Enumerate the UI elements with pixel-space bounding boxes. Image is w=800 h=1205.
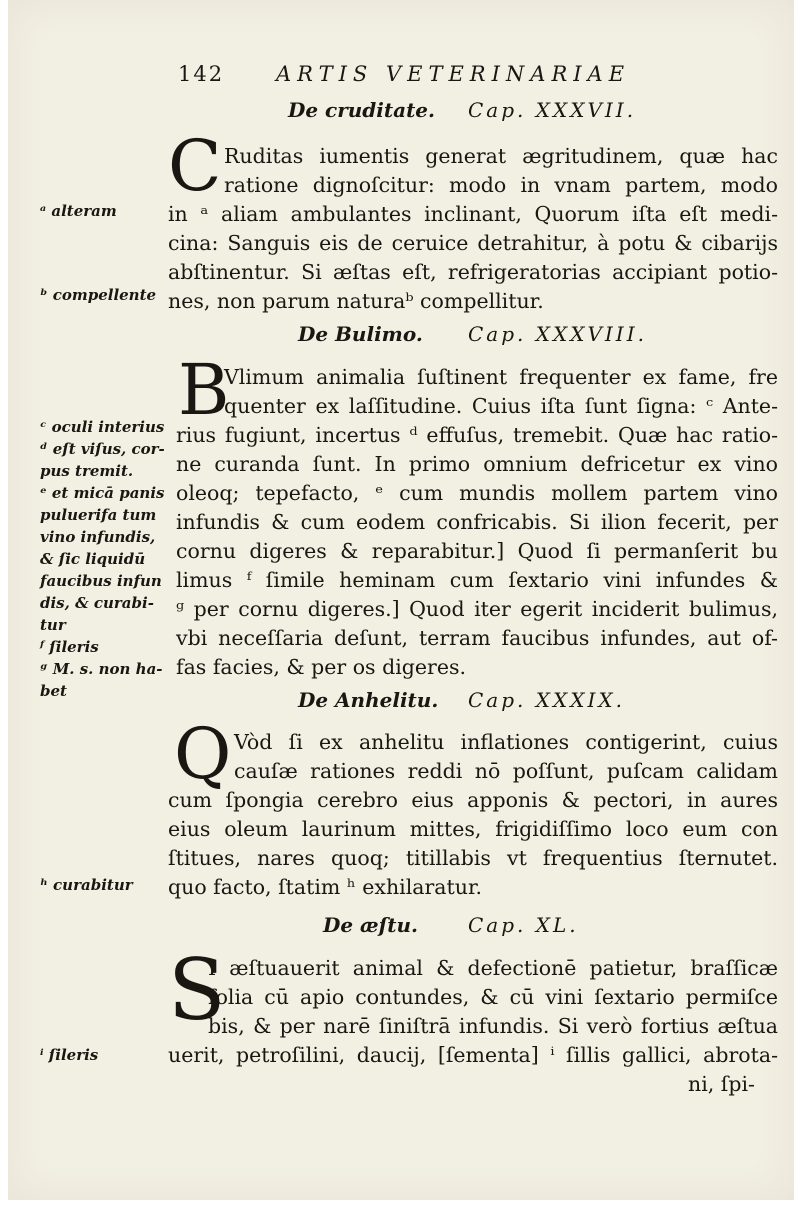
chapter-text	[168, 142, 778, 316]
text-line: fas facies, & per os digeres.	[176, 655, 466, 679]
text-line: limus ᶠ ſimile heminam cum ſextario vini infundes &	[176, 568, 778, 592]
running-title: ARTIS VETERINARIAE	[276, 62, 631, 86]
drop-cap-initial: S	[168, 941, 226, 1039]
chapter-title: De æſtu.	[323, 913, 419, 937]
chapter-number: Cap. XXXVIII.	[468, 322, 647, 346]
text-line: ni, ſpi-	[688, 1072, 755, 1096]
margin-note-line: bet	[40, 682, 67, 700]
chapter-heading	[298, 322, 698, 348]
margin-note-line: ᵈ eſt viſus, cor-	[40, 440, 165, 458]
margin-note-line: tur	[40, 616, 66, 634]
text-line: cauſæ rationes reddi nō poſſunt, puſcam calidam	[234, 759, 778, 783]
chapter-title: De Bulimo.	[298, 322, 423, 346]
text-line: in ᵃ aliam ambulantes inclinant, Quorum iſta eſt medi-	[168, 202, 778, 226]
chapter-number: Cap. XL.	[468, 913, 579, 937]
text-line: ne curanda ſunt. In primo omnium defricetur ex vino	[176, 452, 778, 476]
margin-note-line: ᶠ ſileris	[40, 638, 99, 656]
text-line: uerit, petroſilini, daucij, [ſementa] ⁱ ſillis gallici, abrota-	[168, 1043, 778, 1067]
margin-note	[40, 200, 170, 222]
margin-note-line: vino infundis,	[40, 528, 156, 546]
chapter-heading	[323, 913, 703, 939]
margin-note-line: dis, & curabi-	[40, 594, 154, 612]
drop-cap-initial: Q	[174, 713, 232, 795]
margin-note	[40, 874, 170, 896]
chapter-heading	[288, 98, 688, 124]
margin-note-line: ᵇ compellente	[40, 286, 157, 304]
text-line: quo facto, ſtatim ʰ exhilaratur.	[168, 875, 483, 899]
text-line: rius fugiunt, incertus ᵈ effuſus, tremebit. Quæ hac ratio-	[176, 423, 778, 447]
text-line: eius oleum laurinum mittes, frigidiſſimo loco eum con	[168, 817, 778, 841]
margin-note-line: & ſic liquidū	[40, 550, 146, 568]
margin-note-line: pus tremit.	[40, 462, 134, 480]
text-line: Vòd ſi ex anhelitu inflationes contigerint, cuius	[234, 730, 778, 754]
text-line: ᵍ per cornu digeres.] Quod iter egerit inciderit bulimus,	[176, 597, 778, 621]
text-line: cina: Sanguis eis de ceruice detrahitur, à potu & cibarijs	[168, 231, 778, 255]
margin-note	[40, 1044, 170, 1066]
text-line: bis, & per narē ſiniſtrā infundis. Si verò fortius æſtua	[208, 1014, 778, 1038]
text-line: ſtitues, nares quoq; titillabis vt frequentius ſternutet.	[168, 846, 778, 870]
drop-cap-initial: C	[168, 125, 222, 207]
text-line: Ruditas iumentis generat ægritudinem, quæ hac	[224, 144, 778, 168]
text-line: abſtinentur. Si æſtas eſt, refrigeratorias accipiant potio-	[168, 260, 778, 284]
drop-cap-initial: B	[178, 349, 230, 431]
book-page	[8, 0, 794, 1200]
margin-note-line: ᶜ oculi interius	[40, 418, 165, 436]
text-line: I æſtuauerit animal & defectionē patietur, braſſicæ	[208, 956, 778, 980]
margin-note-line: puluerifa tum	[40, 506, 157, 524]
margin-note-line: ᵃ alteram	[40, 202, 117, 220]
chapter-title: De cruditate.	[288, 98, 435, 122]
chapter-heading	[298, 688, 698, 714]
margin-note-line: ᵉ et micā panis	[40, 484, 165, 502]
text-line: cum ſpongia cerebro eius apponis & pectori, in aures	[168, 788, 778, 812]
text-line: Vlimum animalia ſuſtinent frequenter ex fame, fre	[224, 365, 778, 389]
text-line: oleoq; tepefacto, ᵉ cum mundis mollem partem vino	[176, 481, 778, 505]
chapter-text	[168, 363, 778, 682]
chapter-number: Cap. XXXVII.	[468, 98, 637, 122]
margin-note-line: faucibus infun	[40, 572, 162, 590]
text-line: nes, non parum naturaᵇ compellitur.	[168, 289, 544, 313]
chapter-title: De Anhelitu.	[298, 688, 439, 712]
margin-note	[40, 284, 170, 306]
margin-note-line: ʰ curabitur	[40, 876, 133, 894]
text-line: ratione dignoſcitur: modo in vnam partem, modo	[224, 173, 778, 197]
margin-note-line: ᵍ M. s. non ha-	[40, 660, 163, 678]
chapter-number: Cap. XXXIX.	[468, 688, 625, 712]
page-number: 142	[178, 62, 225, 86]
margin-note-line: ⁱ ſileris	[40, 1046, 99, 1064]
text-line: vbi neceſſaria deſunt, terram faucibus infundes, aut of-	[176, 626, 778, 650]
margin-note	[40, 416, 170, 702]
chapter-text	[168, 728, 778, 902]
text-line: cornu digeres & reparabitur.] Quod ſi permanſerit bu	[176, 539, 778, 563]
chapter-text	[168, 954, 778, 1099]
text-line: folia cū apio contundes, & cū vini ſextario permiſce	[208, 985, 778, 1009]
page-header	[178, 62, 698, 90]
text-line: quenter ex laſſitudine. Cuius iſta ſunt ſigna: ᶜ Ante-	[224, 394, 778, 418]
text-line: infundis & cum eodem confricabis. Si ilion fecerit, per	[176, 510, 778, 534]
